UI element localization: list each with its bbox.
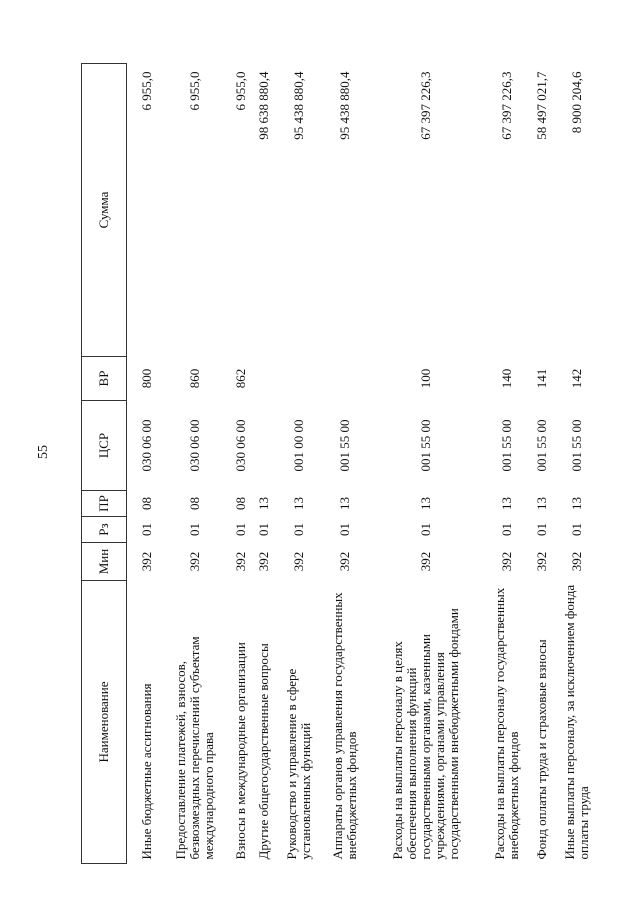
row-vr: 142 xyxy=(568,368,584,389)
row-pr: 08 xyxy=(233,497,249,510)
row-vr xyxy=(276,357,322,401)
row-csr: 001 55 00 xyxy=(337,419,353,472)
row-vr xyxy=(322,357,368,401)
row-sum: 58 497 021,7 xyxy=(534,71,550,140)
row-pr: 08 xyxy=(187,497,203,510)
header-csr: ЦСР xyxy=(82,401,127,491)
table-row xyxy=(276,64,322,864)
row-vr: 140 xyxy=(499,368,515,389)
row-csr: 030 06 00 xyxy=(187,419,203,472)
table-row xyxy=(531,64,554,864)
table-row xyxy=(322,64,368,864)
row-min: 392 xyxy=(138,551,154,572)
row-name: Иные выплаты персоналу, за исключением фонда оплаты труда xyxy=(561,584,591,860)
row-min: 392 xyxy=(337,551,353,572)
row-sum: 98 638 880,4 xyxy=(256,71,272,140)
row-csr: 001 00 00 xyxy=(291,419,307,472)
row-sum: 6 955,0 xyxy=(233,71,249,111)
row-pr: 08 xyxy=(138,497,154,510)
row-rz: 01 xyxy=(256,523,272,536)
row-min: 392 xyxy=(499,551,515,572)
row-name: Аппараты органов управления государственных внебюджетных фондов xyxy=(330,592,360,860)
row-min: 392 xyxy=(534,551,550,572)
row-csr xyxy=(253,401,276,491)
row-pr: 13 xyxy=(534,497,550,510)
row-sum: 95 438 880,4 xyxy=(337,71,353,140)
row-csr: 001 55 00 xyxy=(568,419,584,472)
row-name: Расходы на выплаты персоналу государственных внебюджетных фондов xyxy=(492,587,522,860)
row-pr: 13 xyxy=(568,497,584,510)
row-rz: 01 xyxy=(418,523,434,536)
row-pr: 13 xyxy=(291,497,307,510)
row-sum: 6 955,0 xyxy=(138,71,154,111)
row-sum: 95 438 880,4 xyxy=(291,71,307,140)
row-vr: 100 xyxy=(418,368,434,389)
row-vr: 860 xyxy=(187,368,203,389)
row-csr: 001 55 00 xyxy=(534,419,550,472)
row-vr xyxy=(253,357,276,401)
table-row xyxy=(369,64,485,864)
row-min: 392 xyxy=(291,551,307,572)
row-name: Руководство и управление в сфере установленных функций xyxy=(284,668,314,860)
header-min: Мин xyxy=(82,543,127,581)
header-pr: ПР xyxy=(82,491,127,517)
row-name: Иные бюджетные ассигнования xyxy=(138,683,154,860)
row-rz: 01 xyxy=(534,523,550,536)
row-rz: 01 xyxy=(499,523,515,536)
budget-table xyxy=(81,63,600,864)
row-min: 392 xyxy=(187,551,203,572)
row-csr: 001 55 00 xyxy=(418,419,434,472)
table-header-row xyxy=(82,64,127,864)
row-name: Фонд оплаты труда и страховые взносы xyxy=(534,639,550,860)
row-sum: 8 900 204,6 xyxy=(568,71,584,134)
row-rz: 01 xyxy=(187,523,203,536)
row-pr: 13 xyxy=(337,497,353,510)
row-rz: 01 xyxy=(233,523,249,536)
row-rz: 01 xyxy=(138,523,154,536)
header-vr: ВР xyxy=(82,357,127,401)
row-sum: 67 397 226,3 xyxy=(499,71,515,140)
header-rz: Рз xyxy=(82,517,127,543)
row-min: 392 xyxy=(256,551,272,572)
row-name: Взносы в международные организации xyxy=(233,642,249,860)
row-rz: 01 xyxy=(337,523,353,536)
table-row xyxy=(253,64,276,864)
page-number: 55 xyxy=(36,445,51,459)
table-row xyxy=(127,64,161,864)
row-vr: 800 xyxy=(138,368,154,389)
row-pr: 13 xyxy=(499,497,515,510)
row-min: 392 xyxy=(418,551,434,572)
row-name: Расходы на выплаты персоналу в целях обеспечения выполнения функций государственными органами, казенными учреждениями, органами управления государственными внебюджетными фондами xyxy=(390,608,462,860)
table-row xyxy=(554,64,600,864)
row-rz: 01 xyxy=(291,523,307,536)
row-csr: 030 06 00 xyxy=(138,419,154,472)
table-row xyxy=(484,64,530,864)
row-vr: 141 xyxy=(534,368,550,389)
table-row xyxy=(160,64,229,864)
row-name: Другие общегосударственные вопросы xyxy=(256,643,272,860)
header-sum: Сумма xyxy=(82,64,127,357)
row-sum: 67 397 226,3 xyxy=(418,71,434,140)
row-pr: 13 xyxy=(256,497,272,510)
row-sum: 6 955,0 xyxy=(187,71,203,111)
row-min: 392 xyxy=(233,551,249,572)
table-row xyxy=(230,64,253,864)
header-name: Наименование xyxy=(82,581,127,864)
row-rz: 01 xyxy=(568,523,584,536)
row-name: Предоставление платежей, взносов, безвозмездных перечислений субъектам международного права xyxy=(173,636,217,860)
row-csr: 001 55 00 xyxy=(499,419,515,472)
row-pr: 13 xyxy=(418,497,434,510)
row-min: 392 xyxy=(568,551,584,572)
rotated-page-content xyxy=(81,64,600,864)
row-vr: 862 xyxy=(233,368,249,389)
row-csr: 030 06 00 xyxy=(233,419,249,472)
